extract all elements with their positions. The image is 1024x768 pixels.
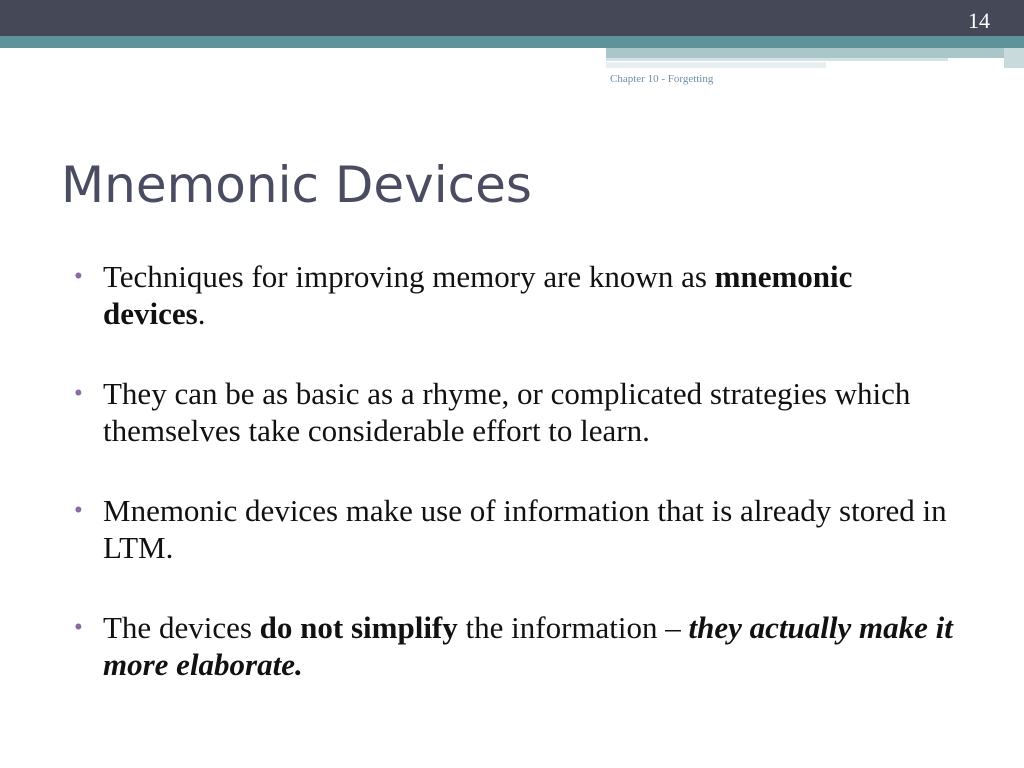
bullet-item-ltm <box>74 492 954 566</box>
bullet-marker-icon: • <box>74 263 83 290</box>
bullet-text-part: the information – <box>457 610 689 645</box>
bullet-emphasis: do not simplify <box>259 610 458 645</box>
bullet-item-elaborate <box>74 609 954 683</box>
teal-accent-band <box>0 36 1024 48</box>
bullet-item-basic-or-complicated <box>74 375 954 449</box>
accent-line-upper <box>606 58 948 61</box>
bullet-marker-icon: • <box>74 380 83 407</box>
bullet-marker-icon: • <box>74 497 83 524</box>
bullet-list <box>74 258 954 683</box>
chapter-label: Chapter 10 - Forgetting <box>610 73 714 85</box>
bullet-text: Mnemonic devices make use of information that is already stored in LTM. <box>103 493 947 565</box>
bullet-emphasis-italic: they actually make it more elaborate. <box>103 610 953 682</box>
slide-number: 14 <box>968 8 990 33</box>
bullet-text <box>103 259 852 331</box>
bullet-text: They can be as basic as a rhyme, or complicated strategies which themselves take considerable effort to learn. <box>103 376 911 448</box>
slide-title: Mnemonic Devices <box>61 156 532 214</box>
top-banner <box>0 0 1024 36</box>
bullet-emphasis: mnemonic devices <box>103 259 853 331</box>
bullet-text-part: . <box>197 296 206 331</box>
bullet-item-techniques <box>74 258 954 332</box>
bullet-text-part: Techniques for improving memory are known as <box>103 259 715 294</box>
light-accent-band <box>606 48 1024 58</box>
bullet-marker-icon: • <box>74 614 83 641</box>
corner-accent-block <box>1004 48 1024 68</box>
accent-line-lower <box>606 62 826 68</box>
bullet-text <box>103 610 953 682</box>
bullet-text-part: The devices <box>103 610 260 645</box>
